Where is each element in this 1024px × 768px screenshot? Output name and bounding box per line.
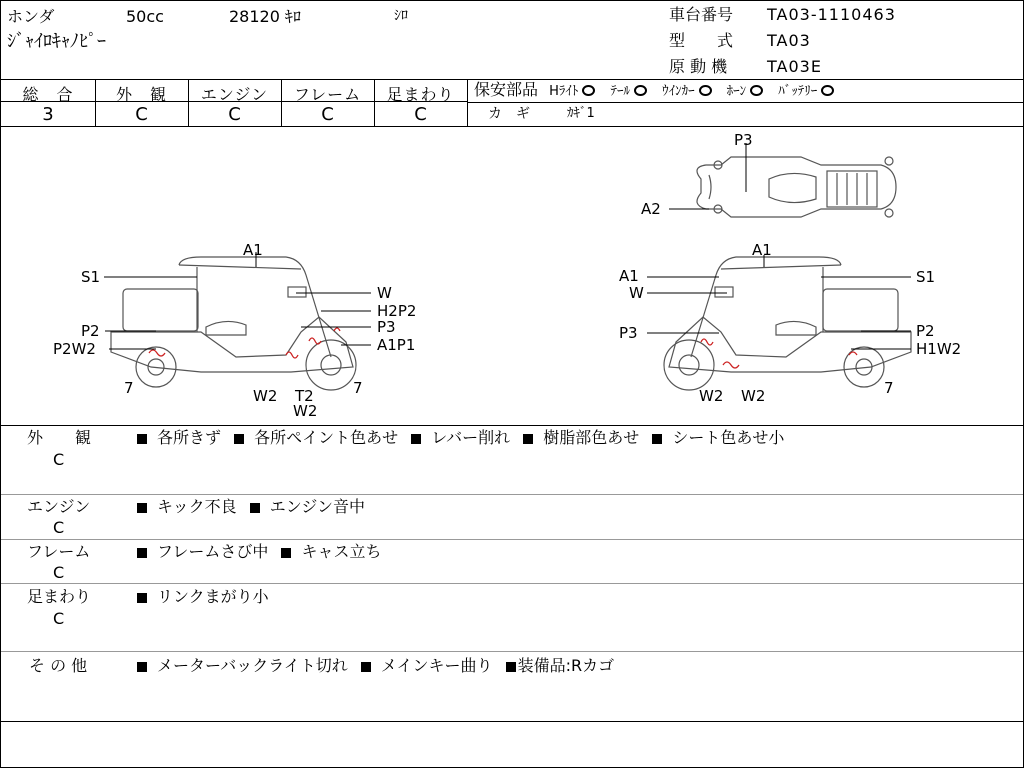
safety-battery: ﾊﾞｯﾃﾘｰ <box>778 84 818 99</box>
damage-marks <box>149 328 857 368</box>
diagram-label: P3 <box>377 318 396 336</box>
engine-value: TA03E <box>767 57 822 76</box>
diagram-label: W <box>629 284 644 302</box>
diagram-label: P2W2 <box>53 340 96 358</box>
remark-grade: C <box>53 518 65 537</box>
bullet-icon <box>281 548 291 558</box>
diagram-label: A1P1 <box>377 336 416 354</box>
ok-circle-icon <box>634 85 647 96</box>
remark-grade: C <box>53 450 65 469</box>
remark-label: エンジン <box>27 497 91 516</box>
displacement: 50cc <box>126 7 164 26</box>
engine-grade: C <box>228 104 241 125</box>
key-value: ｶｷﾞ1 <box>567 106 595 121</box>
bullet-icon <box>137 434 147 444</box>
diagram-label: W2 <box>699 387 724 405</box>
remark-label: 足まわり <box>27 587 92 606</box>
frame-grade: C <box>321 104 334 125</box>
safety-winker: ｳｲﾝｶｰ <box>662 84 695 99</box>
damage-diagram <box>1 127 1023 425</box>
type-value: TA03 <box>767 31 811 50</box>
divider <box>1 583 1023 584</box>
safety-label: 保安部品 <box>474 80 539 99</box>
divider <box>1 494 1023 495</box>
color: ｼﾛ <box>394 8 408 24</box>
engine-label: 原 動 機 <box>669 57 728 76</box>
divider <box>1 425 1023 426</box>
remark-items: メーターバックライト切れ メインキー曲り 装備品:Rカゴ <box>129 658 614 674</box>
remark-items: キック不良 エンジン音中 <box>129 499 365 515</box>
remark-items: リンクまがり小 <box>129 589 269 605</box>
diagram-label: P2 <box>81 322 100 340</box>
overall-label: 総 合 <box>22 85 74 104</box>
bullet-icon <box>361 662 371 672</box>
overall-grade: 3 <box>42 104 54 125</box>
remark-items: 各所きず 各所ペイント色あせ レバー削れ 樹脂部色あせ シート色あせ小 <box>129 430 784 446</box>
model-name: ｼﾞｬｲﾛｷｬﾉﾋﾟｰ <box>7 31 106 52</box>
bullet-icon <box>506 662 516 672</box>
frame-no: TA03-1110463 <box>767 5 896 24</box>
remark-items: フレームさび中 キャス立ち <box>129 544 381 560</box>
frame-no-label: 車台番号 <box>669 5 734 24</box>
diagram-labels <box>53 131 961 420</box>
bullet-icon <box>137 593 147 603</box>
suspension-grade: C <box>414 104 427 125</box>
frame-grade-label: フレーム <box>293 85 362 104</box>
mileage: 28120 ｷﾛ <box>229 7 301 26</box>
bullet-icon <box>234 434 244 444</box>
diagram-label: T2 <box>295 387 314 405</box>
diagram-label: W <box>377 284 392 302</box>
bullet-icon <box>137 662 147 672</box>
bullet-icon <box>250 503 260 513</box>
diagram-label: 7 <box>353 379 363 397</box>
remark-grade: C <box>53 563 65 582</box>
diagram-label: H2P2 <box>377 302 417 320</box>
diagram-label: H1W2 <box>916 340 962 358</box>
diagram-label: P2 <box>916 322 935 340</box>
divider <box>467 79 468 126</box>
safety-parts <box>474 82 834 98</box>
safety-headlight: Hﾗｲﾄ <box>549 84 579 99</box>
diagram-label: W2 <box>293 402 318 420</box>
bullet-icon <box>652 434 662 444</box>
divider <box>1 721 1023 722</box>
diagram-label: S1 <box>916 268 936 286</box>
ok-circle-icon <box>582 85 595 96</box>
diagram-label: A1 <box>243 241 263 259</box>
diagram-label: 7 <box>124 379 134 397</box>
diagram-label: S1 <box>81 268 101 286</box>
diagram-label: 7 <box>884 379 894 397</box>
diagram-label: A1 <box>752 241 772 259</box>
remark-label: 外 観 <box>27 428 92 447</box>
safety-horn: ﾎｰﾝ <box>726 84 747 99</box>
bullet-icon <box>137 503 147 513</box>
diagram-label: A2 <box>641 200 661 218</box>
exterior-label: 外 観 <box>115 85 167 104</box>
remark-label: そ の 他 <box>29 656 88 675</box>
safety-tail: ﾃｰﾙ <box>610 84 630 99</box>
key-label: カ ギ <box>488 106 530 122</box>
diagram-label: P3 <box>734 131 753 149</box>
maker: ホンダ <box>7 7 55 26</box>
type-label: 型 式 <box>669 31 734 50</box>
remark-label: フレーム <box>27 542 91 561</box>
divider <box>467 102 1023 103</box>
diagram-label: W2 <box>741 387 766 405</box>
diagram-label: A1 <box>619 267 639 285</box>
ok-circle-icon <box>750 85 763 96</box>
diagram-label: P3 <box>619 324 638 342</box>
bullet-icon <box>411 434 421 444</box>
bullet-icon <box>137 548 147 558</box>
ok-circle-icon <box>821 85 834 96</box>
engine-grade-label: エンジン <box>200 85 269 104</box>
suspension-grade-label: 足まわり <box>386 85 455 104</box>
bullet-icon <box>523 434 533 444</box>
exterior-grade: C <box>135 104 148 125</box>
top-view-drawing <box>697 157 896 217</box>
remark-grade: C <box>53 609 65 628</box>
divider <box>1 651 1023 652</box>
diagram-label: W2 <box>253 387 278 405</box>
divider <box>1 539 1023 540</box>
ok-circle-icon <box>699 85 712 96</box>
